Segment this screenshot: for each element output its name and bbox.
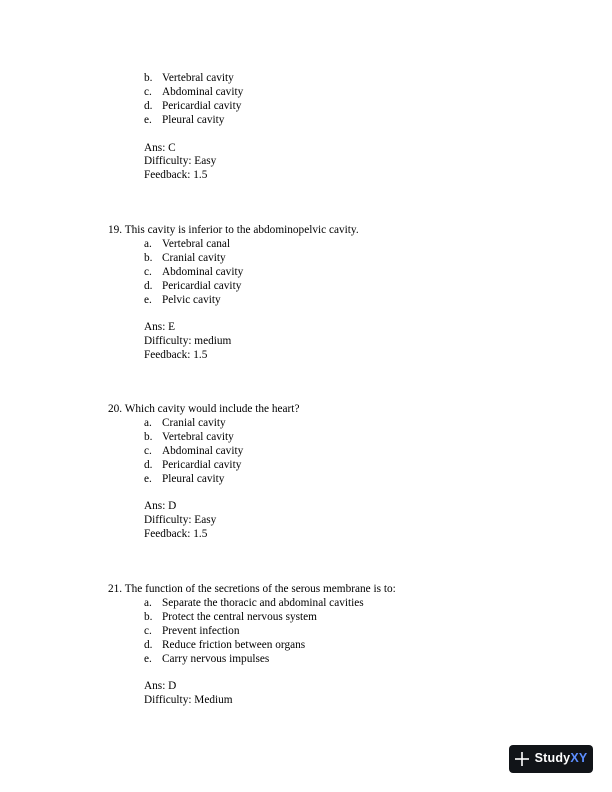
- feedback-line: Feedback: 1.5: [144, 169, 208, 182]
- options-list: [144, 597, 578, 667]
- difficulty-line: Difficulty: medium: [144, 335, 232, 348]
- studyxy-logo[interactable]: [509, 745, 593, 773]
- difficulty-line: Difficulty: Easy: [144, 514, 217, 527]
- option-b: b. Vertebral cavity: [144, 72, 234, 84]
- plus-icon: [515, 752, 529, 766]
- option-c: c. Abdominal cavity: [144, 265, 244, 278]
- option-a: a. Vertebral canal: [144, 237, 231, 250]
- question-21: [108, 583, 578, 708]
- question-20: [108, 403, 578, 542]
- answer-line: Ans: E: [144, 321, 176, 334]
- answer-meta: [144, 500, 578, 542]
- option-c: c. Abdominal cavity: [144, 444, 244, 457]
- option-b: b. Vertebral cavity: [144, 430, 234, 443]
- options-list: [144, 72, 578, 128]
- option-b: b. Cranial cavity: [144, 251, 226, 264]
- option-d: d. Reduce friction between organs: [144, 638, 306, 651]
- logo-wordmark: StudyXY: [534, 751, 588, 766]
- option-c: c. Prevent infection: [144, 624, 240, 637]
- answer-meta: [144, 321, 578, 363]
- option-b: b. Protect the central nervous system: [144, 610, 317, 623]
- options-list: [144, 417, 578, 487]
- answer-line: Ans: D: [144, 680, 177, 693]
- option-a: a. Separate the thoracic and abdominal cavities: [144, 596, 364, 609]
- answer-line: Ans: C: [144, 141, 176, 154]
- question-text: 21. The function of the secretions of the serous membrane is to:: [108, 583, 396, 595]
- question-18-continued: [108, 72, 578, 183]
- difficulty-line: Difficulty: Easy: [144, 155, 217, 168]
- answer-meta: [144, 142, 578, 184]
- option-e: e. Pleural cavity: [144, 472, 225, 485]
- difficulty-line: Difficulty: Medium: [144, 694, 233, 707]
- option-a: a. Cranial cavity: [144, 416, 226, 429]
- answer-line: Ans: D: [144, 500, 177, 513]
- feedback-line: Feedback: 1.5: [144, 349, 208, 362]
- option-e: e. Pelvic cavity: [144, 293, 221, 306]
- option-d: d. Pericardial cavity: [144, 458, 242, 471]
- options-list: [144, 238, 578, 308]
- option-d: d. Pericardial cavity: [144, 279, 242, 292]
- question-19: [108, 224, 578, 363]
- option-e: e. Pleural cavity: [144, 113, 225, 126]
- question-text: 19. This cavity is inferior to the abdominopelvic cavity.: [108, 224, 359, 236]
- feedback-line: Feedback: 1.5: [144, 528, 208, 541]
- option-d: d. Pericardial cavity: [144, 99, 242, 112]
- answer-meta: [144, 680, 578, 708]
- option-c: c. Abdominal cavity: [144, 85, 244, 98]
- question-text: 20. Which cavity would include the heart?: [108, 403, 300, 415]
- option-e: e. Carry nervous impulses: [144, 652, 270, 665]
